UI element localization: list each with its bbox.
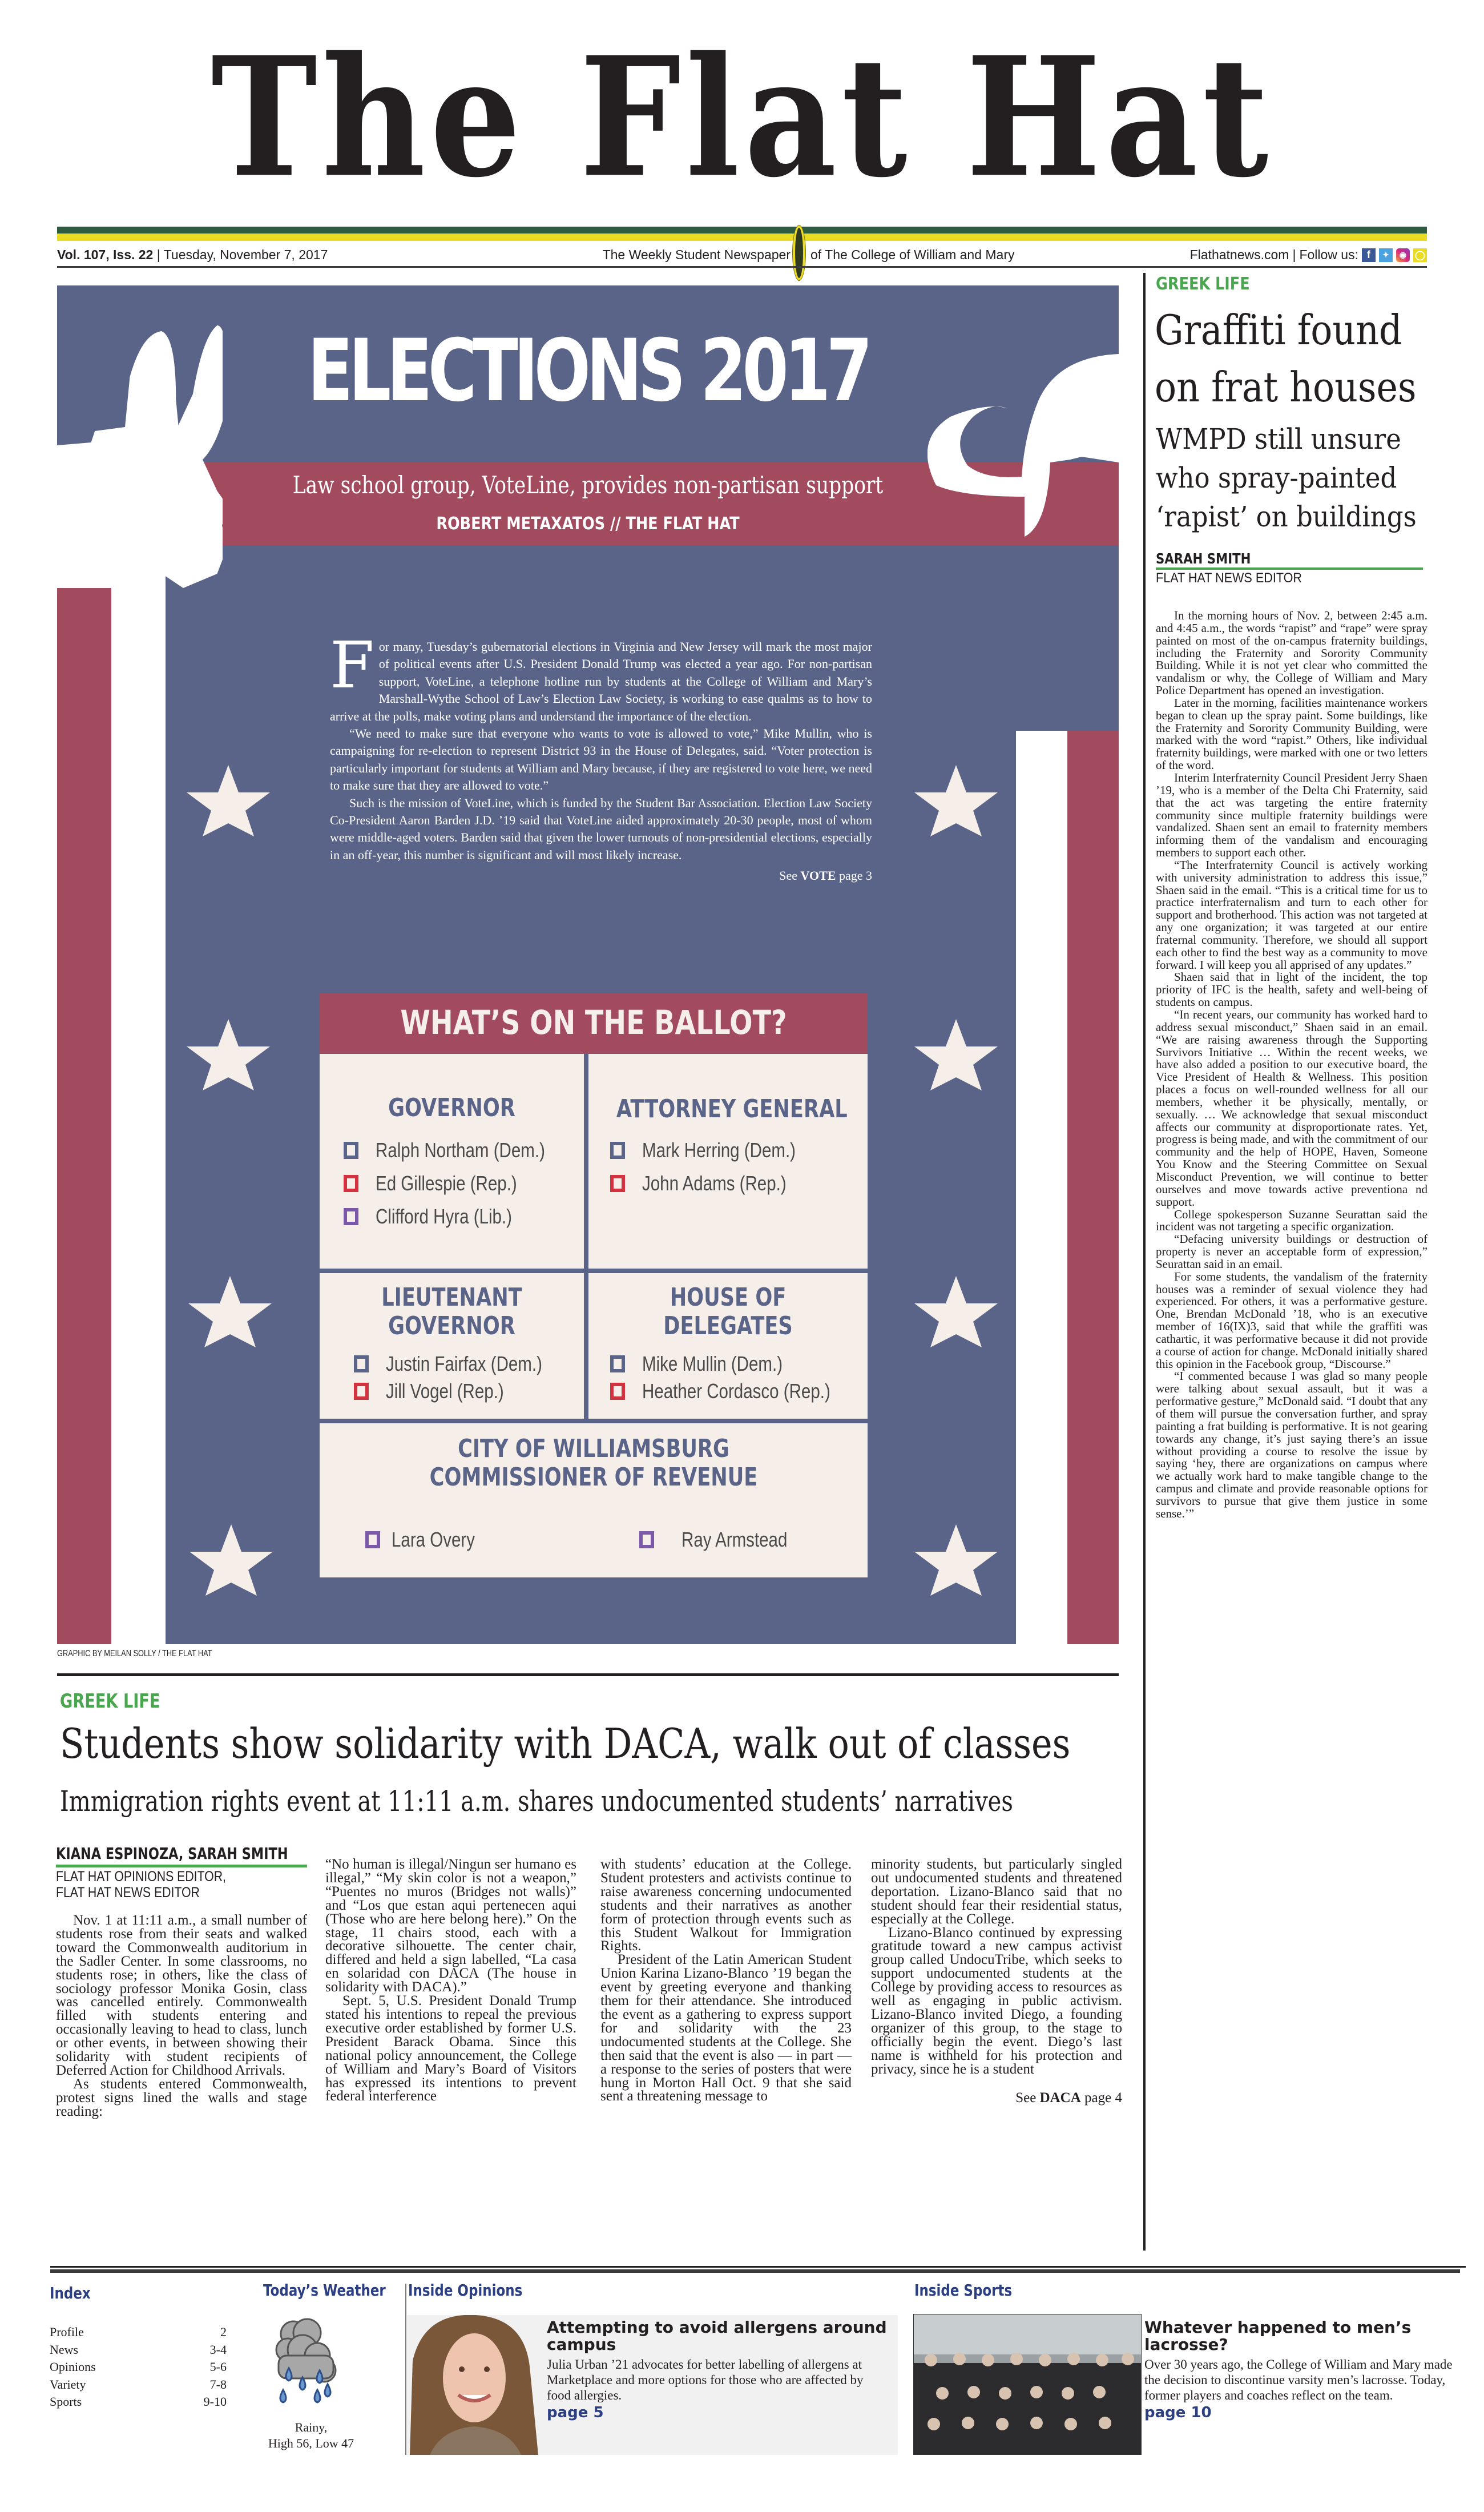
candidate-option[interactable]: Heather Cordasco (Rep.) bbox=[610, 1378, 872, 1405]
article-headline[interactable]: Graffiti found on frat houses bbox=[1155, 306, 1417, 411]
checkbox-icon[interactable] bbox=[344, 1208, 358, 1225]
candidate-list bbox=[610, 1134, 829, 1200]
article-paragraph: Lizano-Blanco continued by expressing gratitude toward a new campus activist group called UndocuTribe, which seeks to support undocumented students at the College by providing access to resources as well as engaging in public activism. Lizano-Blanco invited Diego, a founding organizer of this group, to the stage to officially begin the event. Diego’s last name is withheld for his protection and privacy, since he is a student bbox=[871, 1925, 1122, 2077]
article-deck: WMPD still unsure who spray-painted ‘rapist’ on buildings bbox=[1156, 422, 1417, 533]
candidate-option[interactable]: Ed Gillespie (Rep.) bbox=[344, 1167, 582, 1200]
race-title-line: GOVERNOR bbox=[388, 1311, 515, 1340]
candidate-list bbox=[365, 1523, 493, 1556]
tagline-left: The Weekly Student Newspaper bbox=[602, 247, 791, 262]
flag-stripe-white bbox=[111, 545, 166, 1644]
article-paragraph: College spokesperson Suzanne Seurattan said the incident was not targeting a specific organization. bbox=[1156, 1207, 1427, 1234]
star-icon bbox=[913, 1019, 999, 1100]
article-paragraph: “Defacing university buildings or destruction of property is never an acceptable form of expression,” Seurattan said in an email. bbox=[1156, 1232, 1427, 1271]
weather-temps: High 56, Low 47 bbox=[268, 2436, 354, 2450]
author-title: FLAT HAT OPINIONS EDITOR, bbox=[56, 1869, 226, 1885]
sports-title: Inside Sports bbox=[914, 2281, 1013, 2300]
race-attorney-general bbox=[588, 1054, 868, 1269]
masthead bbox=[0, 0, 1484, 223]
article-paragraph: Interim Interfraternity Council President Jerry Shaen ’19, who is a member of the Delta Chi Fraternity, said that the act was targeting the entire fraternity community since multiple fraternity buildings were vandalized. Shaen sent an email to fraternity members informing them of the vandalism and encouraging members to support each other. bbox=[1156, 770, 1427, 860]
article-headline[interactable]: Students show solidarity with DACA, walk out of classes bbox=[60, 1720, 1071, 1768]
index-item[interactable]: Sports 9-10 bbox=[50, 2394, 227, 2409]
jump-line[interactable]: See DACA page 4 bbox=[1015, 2090, 1122, 2106]
star-icon bbox=[186, 1019, 271, 1100]
candidate-option[interactable]: Mike Mullin (Dem.) bbox=[610, 1350, 872, 1378]
candidate-option[interactable]: John Adams (Rep.) bbox=[610, 1167, 829, 1200]
elections-article-body bbox=[330, 629, 872, 885]
flag-stripe-red bbox=[1067, 731, 1119, 1644]
race-lieutenant-governor bbox=[320, 1273, 584, 1419]
facebook-icon[interactable]: f bbox=[1362, 248, 1376, 262]
article-paragraph: Later in the morning, facilities maintenance workers began to clean up the spray paint. Some buildings, like the Fraternity and Sorority Community Building, were marked with the word “rapist.” Others, like individual fraternity buildings, were marked with one or two letters of the word. bbox=[1156, 695, 1427, 772]
candidate-list bbox=[610, 1350, 872, 1405]
ballot-panel bbox=[320, 993, 868, 1633]
candidate-option[interactable]: Ray Armstead bbox=[639, 1523, 810, 1556]
index-list bbox=[50, 2324, 227, 2411]
footer-rule bbox=[50, 2269, 1460, 2273]
article-paragraph: For many, Tuesday’s gubernatorial elections in Virginia and New Jersey will mark the most major of political events after U.S. President Donald Trump was elected a year ago. For non-partisan support, VoteLine, a telephone hotline run by students at the College of William and Mary’s Marshall-Wythe School of Law’s Election Law Society, is working to ease qualms as to how to arrive at the polls, make voting plans and understand the importance of the election. bbox=[330, 629, 872, 723]
article-column bbox=[871, 1858, 1122, 2104]
checkbox-icon[interactable] bbox=[610, 1355, 625, 1372]
checkbox-icon[interactable] bbox=[610, 1383, 625, 1400]
snapchat-icon[interactable]: ◯ bbox=[1413, 248, 1427, 262]
author-title: FLAT HAT NEWS EDITOR bbox=[56, 1885, 200, 1901]
teaser-page-link[interactable]: page 5 bbox=[547, 2404, 604, 2421]
elections-byline: ROBERT METAXATOS // THE FLAT HAT bbox=[436, 514, 740, 534]
race-title-line: HOUSE OF bbox=[670, 1283, 787, 1312]
checkbox-icon[interactable] bbox=[639, 1531, 654, 1548]
byline-rule bbox=[56, 1865, 307, 1867]
star-icon bbox=[913, 765, 999, 846]
daca-article bbox=[56, 1844, 1123, 2244]
article-column bbox=[325, 1858, 576, 2103]
section-kicker[interactable]: GREEK LIFE bbox=[1156, 274, 1250, 294]
graffiti-article-body bbox=[1156, 610, 1427, 1520]
race-governor bbox=[320, 1054, 584, 1269]
instagram-icon[interactable]: ◉ bbox=[1396, 248, 1410, 262]
index-item[interactable]: Profile 2 bbox=[50, 2325, 227, 2339]
index-title: Index bbox=[50, 2284, 91, 2302]
teaser-summary: Julia Urban ’21 advocates for better labelling of allergens at Marketplace and more options for those who are affected by food allergies. bbox=[547, 2357, 864, 2402]
masthead-rule bbox=[57, 266, 1427, 268]
article-paragraph: As students entered Commonwealth, protest signs lined the walls and stage reading: bbox=[56, 2076, 307, 2119]
follow-area bbox=[1190, 247, 1427, 263]
follow-label: Follow us: bbox=[1299, 247, 1358, 262]
ballot-title: WHAT’S ON THE BALLOT? bbox=[400, 1003, 787, 1042]
article-paragraph: Shaen said that in light of the incident, the top priority of IFC is the health, safety and well-being of students on campus. bbox=[1156, 970, 1427, 1009]
article-paragraph: Such is the mission of VoteLine, which is funded by the Student Bar Association. Election Law Society Co-President Aaron Barden J.D. ’19 said that VoteLine aided approximately 20-30 people, most of whom were middle-aged voters. Barden said that given the lower turnouts of non-presidential elections, especially in an off-year, this number is significant and will most likely increase. bbox=[330, 795, 872, 862]
star-icon bbox=[913, 1524, 999, 1605]
teaser-headline[interactable]: Whatever happened to men’s lacrosse? bbox=[1144, 2318, 1412, 2354]
candidate-list bbox=[639, 1523, 810, 1556]
star-icon bbox=[186, 765, 271, 846]
race-title-line: DELEGATES bbox=[663, 1311, 793, 1340]
checkbox-icon[interactable] bbox=[610, 1175, 625, 1192]
sports-teaser[interactable] bbox=[1144, 2319, 1453, 2421]
tagline-right: of The College of William and Mary bbox=[810, 247, 1015, 262]
article-paragraph: “In recent years, our community has worked hard to address sexual misconduct,” Shaen said in an email. “We are raising awareness through the Supporting Survivors Initiative … Within the recent weeks, we have also added a position to our executive board, the Vice President of Health & Wellness. This position places a focus on well-rounded wellness for all our members, whether it be physically, mentally, or sexually. … We acknowledge that sexual misconduct affects our community at disproportionate rates. Yet, progress is being made, and with the commitment of our community and the help of HOPE, Haven, Someone You Know and the Steering Committee on Sexual Misconduct Prevention, we will continue to better ourselves and move towards active preventiona nd support. bbox=[1156, 1008, 1427, 1209]
race-commissioner-of-revenue bbox=[320, 1423, 868, 1577]
ballot-header bbox=[320, 993, 868, 1054]
website-link[interactable]: Flathatnews.com bbox=[1189, 247, 1289, 262]
columnist-photo bbox=[407, 2315, 550, 2455]
column-rule bbox=[1143, 273, 1146, 2251]
checkbox-icon[interactable] bbox=[610, 1142, 625, 1159]
author-title: FLAT HAT NEWS EDITOR bbox=[1156, 570, 1302, 586]
author-names: KIANA ESPINOZA, SARAH SMITH bbox=[56, 1844, 288, 1863]
article-paragraph: In the morning hours of Nov. 2, between 2:45 a.m. and 4:45 a.m., the words “rapist” and “rape” were spray painted on most of the on-campus fraternity buildings, including the Fraternity and Sorority Community Building. While it is not yet clear who committed the vandalism or why, the College of William and Mary Police Department has opened an investigation. bbox=[1156, 609, 1427, 698]
jump-line[interactable]: See VOTE page 3 bbox=[779, 868, 872, 883]
weather-forecast bbox=[257, 2420, 365, 2451]
article-column bbox=[600, 1858, 852, 2103]
issue-info bbox=[57, 247, 328, 263]
race-title-line: COMMISSIONER OF REVENUE bbox=[429, 1463, 758, 1492]
candidate-option[interactable]: Jill Vogel (Rep.) bbox=[354, 1378, 576, 1405]
index-item[interactable]: Opinions 5-6 bbox=[50, 2360, 227, 2374]
candidate-list bbox=[354, 1350, 576, 1405]
race-house-of-delegates bbox=[588, 1273, 868, 1419]
opinions-title: Inside Opinions bbox=[408, 2281, 523, 2300]
index-item[interactable]: Variety 7-8 bbox=[50, 2377, 227, 2392]
article-paragraph: with students’ education at the College. Student protesters and activists continue to raise awareness concerning undocumented students and their narratives as another form of protection through events such as this Student Walkout for Immigration Rights. bbox=[600, 1857, 852, 1954]
article-paragraph: minority students, but particularly singled out undocumented students and threatened deportation. Lizano-Blanco said that no student should fear their residential status, especially at the College. bbox=[871, 1857, 1122, 1927]
race-title-line: LIEUTENANT bbox=[381, 1283, 522, 1312]
article-column bbox=[56, 1914, 307, 2119]
weather-title: Today’s Weather bbox=[263, 2281, 386, 2300]
candidate-option[interactable]: Mark Herring (Dem.) bbox=[610, 1134, 829, 1167]
article-paragraph: For some students, the vandalism of the fraternity houses was a reminder of sexual violence they had experienced. For others, it was a performative gesture. One, Brendan McDonald ’18, who is an executive member of 16(IX)3, said that while the graffiti was cathartic, it was performative because it did not provide a course of action for change. McDonald initially shared this opinion in the Facebook group, “Discourse.” bbox=[1156, 1269, 1427, 1371]
checkbox-icon[interactable] bbox=[354, 1383, 369, 1400]
section-kicker[interactable]: GREEK LIFE bbox=[60, 1690, 160, 1713]
elections-subtitle: Law school group, VoteLine, provides non-partisan support bbox=[292, 471, 884, 499]
footer-rule bbox=[50, 2266, 1466, 2268]
article-paragraph: “I commented because I was glad so many people were talking about sexual assault, but it was a performative gesture,” McDonald said. “I doubt that any of them will pursue the conversation further, and spray painting a frat building is performative. It is not gearing towards any change, it’s just saying there’s an issue without providing a course to resolve the issue by saying ‘hey, there are organizations on campus where we actually work hard to make tangible change to the campus and climate and provide reasonable options for survivors to pursue that give them justice in some sense.’” bbox=[1156, 1369, 1427, 1520]
article-paragraph: “We need to make sure that everyone who wants to vote is allowed to vote,” Mike Mullin, who is campaigning for re-election to represent District 93 in the House of Delegates, said. “Voter protection is particularly important for students at William and Mary because, if they are registered to vote here, we need to make sure that they are allowed to vote.” bbox=[330, 726, 872, 793]
star-icon bbox=[913, 1276, 999, 1357]
candidate-option[interactable]: Clifford Hyra (Lib.) bbox=[344, 1200, 582, 1233]
checkbox-icon[interactable] bbox=[344, 1175, 358, 1192]
candidate-option[interactable]: Justin Fairfax (Dem.) bbox=[354, 1350, 576, 1378]
article-paragraph: Sept. 5, U.S. President Donald Trump stated his intentions to repeal the previous executive order established by former U.S. President Barack Obama. Since this national policy announcement, the College of William and Mary’s Board of Visitors has expressed its intentions to prevent federal interference bbox=[325, 1993, 576, 2104]
section-divider bbox=[57, 1673, 1119, 1676]
star-icon bbox=[188, 1524, 274, 1605]
footer-divider bbox=[405, 2284, 406, 2455]
masthead-yellow-band bbox=[57, 234, 1427, 241]
rain-cloud-icon bbox=[272, 2316, 340, 2413]
college-seal-icon bbox=[793, 226, 805, 280]
author-name: SARAH SMITH bbox=[1156, 550, 1251, 567]
race-title: GOVERNOR bbox=[388, 1093, 515, 1122]
race-title: ATTORNEY GENERAL bbox=[616, 1094, 848, 1124]
byline bbox=[1156, 550, 1423, 587]
candidate-list bbox=[344, 1134, 582, 1233]
lacrosse-team-photo bbox=[913, 2314, 1142, 2455]
teaser-summary: Over 30 years ago, the College of William and Mary made the decision to discontinue varsity men’s lacrosse. Today, former players and coaches reflect on the team. bbox=[1144, 2357, 1453, 2402]
article-deck: Immigration rights event at 11:11 a.m. shares undocumented students’ narratives bbox=[60, 1785, 1013, 1818]
opinions-teaser[interactable] bbox=[547, 2319, 889, 2421]
masthead-info-row bbox=[57, 243, 1427, 265]
masthead-green-band bbox=[57, 227, 1427, 234]
article-paragraph: “The Interfraternity Council is actively working with university administration to address this issue,” Shaen said in the email. “This is a critical time for us to practice interfraternalism and turn to each other for support and brotherhood. This action was not targeted at any one organization; it was targeted at our entire fraternal community. Therefore, we should all support each other to find the best way as a community to move forward. I will keep you all apprised of any updates.” bbox=[1156, 858, 1427, 972]
separator: | bbox=[156, 247, 164, 262]
newspaper-logo[interactable]: The Flat Hat bbox=[211, 20, 1273, 214]
separator: | bbox=[1292, 247, 1296, 262]
index-item[interactable]: News 3-4 bbox=[50, 2342, 227, 2357]
volume-issue: Vol. 107, Iss. 22 bbox=[57, 247, 154, 262]
candidate-option[interactable]: Ralph Northam (Dem.) bbox=[344, 1134, 582, 1167]
article-paragraph: President of the Latin American Student Union Karina Lizano-Blanco ’19 began the event by greeting everyone and thanking them for their attendance. She introduced the event as a gathering to express support for and solidarity with the 23 undocumented students at the College. She then said that the event is also — in part — a response to the series of posters that were hung in Morton Hall Oct. 9 that she said sent a threatening message to bbox=[600, 1952, 852, 2104]
drop-cap: F bbox=[330, 629, 374, 703]
byline bbox=[56, 1844, 307, 1899]
elections-graphic bbox=[57, 285, 1119, 1644]
elections-title: ELECTIONS 2017 bbox=[307, 321, 869, 421]
flag-stripe-white bbox=[1016, 731, 1067, 1644]
checkbox-icon[interactable] bbox=[354, 1355, 369, 1372]
checkbox-icon[interactable] bbox=[365, 1531, 380, 1548]
weather-condition: Rainy, bbox=[295, 2420, 328, 2434]
article-paragraph: “No human is illegal/Ningun ser humano es illegal,” “My skin color is not a weapon,” “Puentes no muros (Bridges not walls)” and “Los que estan aqui pertenecen aqui (Those who are here belong here).” On the stage, 11 chairs stood, each with a decorative silhouette. The center chair, differed and held a sign labelled, “La casa en solaridad con DACA (The house in solidarity with DACA).” bbox=[325, 1857, 576, 1995]
issue-date: Tuesday, November 7, 2017 bbox=[163, 247, 328, 262]
teaser-headline[interactable]: Attempting to avoid allergens around campus bbox=[547, 2318, 887, 2354]
candidate-option[interactable]: Lara Overy bbox=[365, 1523, 493, 1556]
graphic-credit: GRAPHIC BY MEILAN SOLLY / THE FLAT HAT bbox=[57, 1649, 212, 1658]
checkbox-icon[interactable] bbox=[344, 1142, 358, 1159]
article-paragraph: Nov. 1 at 11:11 a.m., a small number of students rose from their seats and walked toward the Commonwealth auditorium in the Sadler Center. In some classrooms, no students rose; in others, like the class of sociology professor Monika Gosin, class was cancelled entirely. Commonwealth filled with students entering and occasionally leaving to head to class, lunch or other events, in between showing their solidarity with student recipients of Deferred Action for Childhood Arrivals. bbox=[56, 1913, 307, 2078]
race-title-line: CITY OF WILLIAMSBURG bbox=[458, 1434, 729, 1463]
twitter-icon[interactable]: ✦ bbox=[1379, 248, 1393, 262]
star-icon bbox=[187, 1276, 273, 1357]
flag-stripe-red bbox=[57, 545, 111, 1644]
teaser-page-link[interactable]: page 10 bbox=[1144, 2404, 1212, 2421]
